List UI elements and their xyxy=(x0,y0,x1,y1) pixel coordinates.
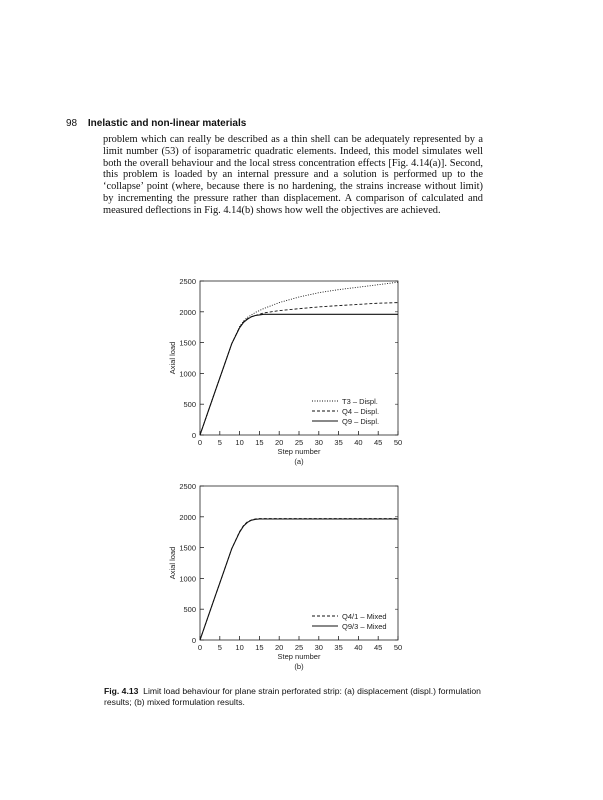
figure-caption xyxy=(104,686,494,708)
x-tick-label: 45 xyxy=(374,438,383,447)
x-axis-label: Step number xyxy=(277,447,321,456)
y-tick-label: 500 xyxy=(183,400,196,410)
figure-panel-b xyxy=(150,480,440,680)
body-paragraph: problem which can really be described as a thin shell can be adequately represented by a limit number (53) of isoparametric quadratic elements. Indeed, this model simulates well both the overall behaviour and the local stress concentration effects [Fig. 4.14(a)]. Second, this problem is loaded by an internal pressure and a solution is performed up to the ‘collapse’ point (where, because there is no hardening, the strains increase without limit) by incrementing the pressure rather than displacement. A comparison of calculated and measured deflections in Fig. 4.14(b) shows how well the objectives are achieved. xyxy=(103,134,483,216)
y-tick-label: 1500 xyxy=(179,338,196,348)
x-tick-label: 50 xyxy=(393,438,403,447)
y-tick-label: 1000 xyxy=(179,574,196,584)
legend-entry: Q9/3 – Mixed xyxy=(342,622,387,631)
y-axis-label: Axial load xyxy=(168,341,177,375)
x-axis-label: Step number xyxy=(277,652,321,661)
x-tick-label: 10 xyxy=(235,438,244,447)
x-tick-label: 5 xyxy=(217,438,222,447)
legend-entry: Q4 – Displ. xyxy=(342,407,380,416)
y-tick-label: 1500 xyxy=(179,543,196,553)
y-tick-label: 0 xyxy=(191,431,196,440)
running-title: Inelastic and non-linear materials xyxy=(87,118,247,129)
x-tick-label: 20 xyxy=(275,438,284,447)
x-tick-label: 25 xyxy=(294,643,304,652)
legend-entry: Q4/1 – Mixed xyxy=(342,612,387,621)
y-axis-label: Axial load xyxy=(168,546,177,580)
legend-entry: Q9 – Displ. xyxy=(342,417,380,426)
y-tick-label: 1000 xyxy=(179,369,196,379)
y-tick-label: 2500 xyxy=(179,277,196,286)
y-tick-label: 500 xyxy=(183,605,196,615)
x-tick-label: 15 xyxy=(255,643,264,652)
figure-panel-a xyxy=(150,275,440,475)
y-tick-label: 2000 xyxy=(179,512,196,522)
x-tick-label: 30 xyxy=(314,643,323,652)
x-tick-label: 10 xyxy=(235,643,244,652)
x-tick-label: 50 xyxy=(393,643,403,652)
x-tick-label: 30 xyxy=(314,438,323,447)
plot-area xyxy=(168,277,402,466)
x-tick-label: 0 xyxy=(197,643,203,652)
x-tick-label: 35 xyxy=(334,643,343,652)
page-number: 98 xyxy=(66,118,78,129)
x-tick-label: 25 xyxy=(294,438,304,447)
plot-area xyxy=(168,482,402,671)
panel-label: (b) xyxy=(294,662,304,671)
x-tick-label: 15 xyxy=(255,438,264,447)
x-tick-label: 0 xyxy=(197,438,203,447)
x-tick-label: 35 xyxy=(334,438,343,447)
legend-entry: T3 – Displ. xyxy=(342,397,378,406)
x-tick-label: 45 xyxy=(374,643,383,652)
y-tick-label: 2500 xyxy=(179,482,196,491)
caption-label: Fig. 4.13 xyxy=(104,686,139,696)
x-tick-label: 20 xyxy=(275,643,284,652)
x-tick-label: 40 xyxy=(354,438,363,447)
y-tick-label: 2000 xyxy=(179,307,196,317)
x-tick-label: 40 xyxy=(354,643,363,652)
x-tick-label: 5 xyxy=(217,643,222,652)
y-tick-label: 0 xyxy=(191,636,196,645)
panel-label: (a) xyxy=(294,457,304,466)
running-header xyxy=(66,118,246,129)
caption-text: Limit load behaviour for plane strain perforated strip: (a) displacement (displ.) formulation results; (b) mixed formulation results. xyxy=(104,686,481,707)
